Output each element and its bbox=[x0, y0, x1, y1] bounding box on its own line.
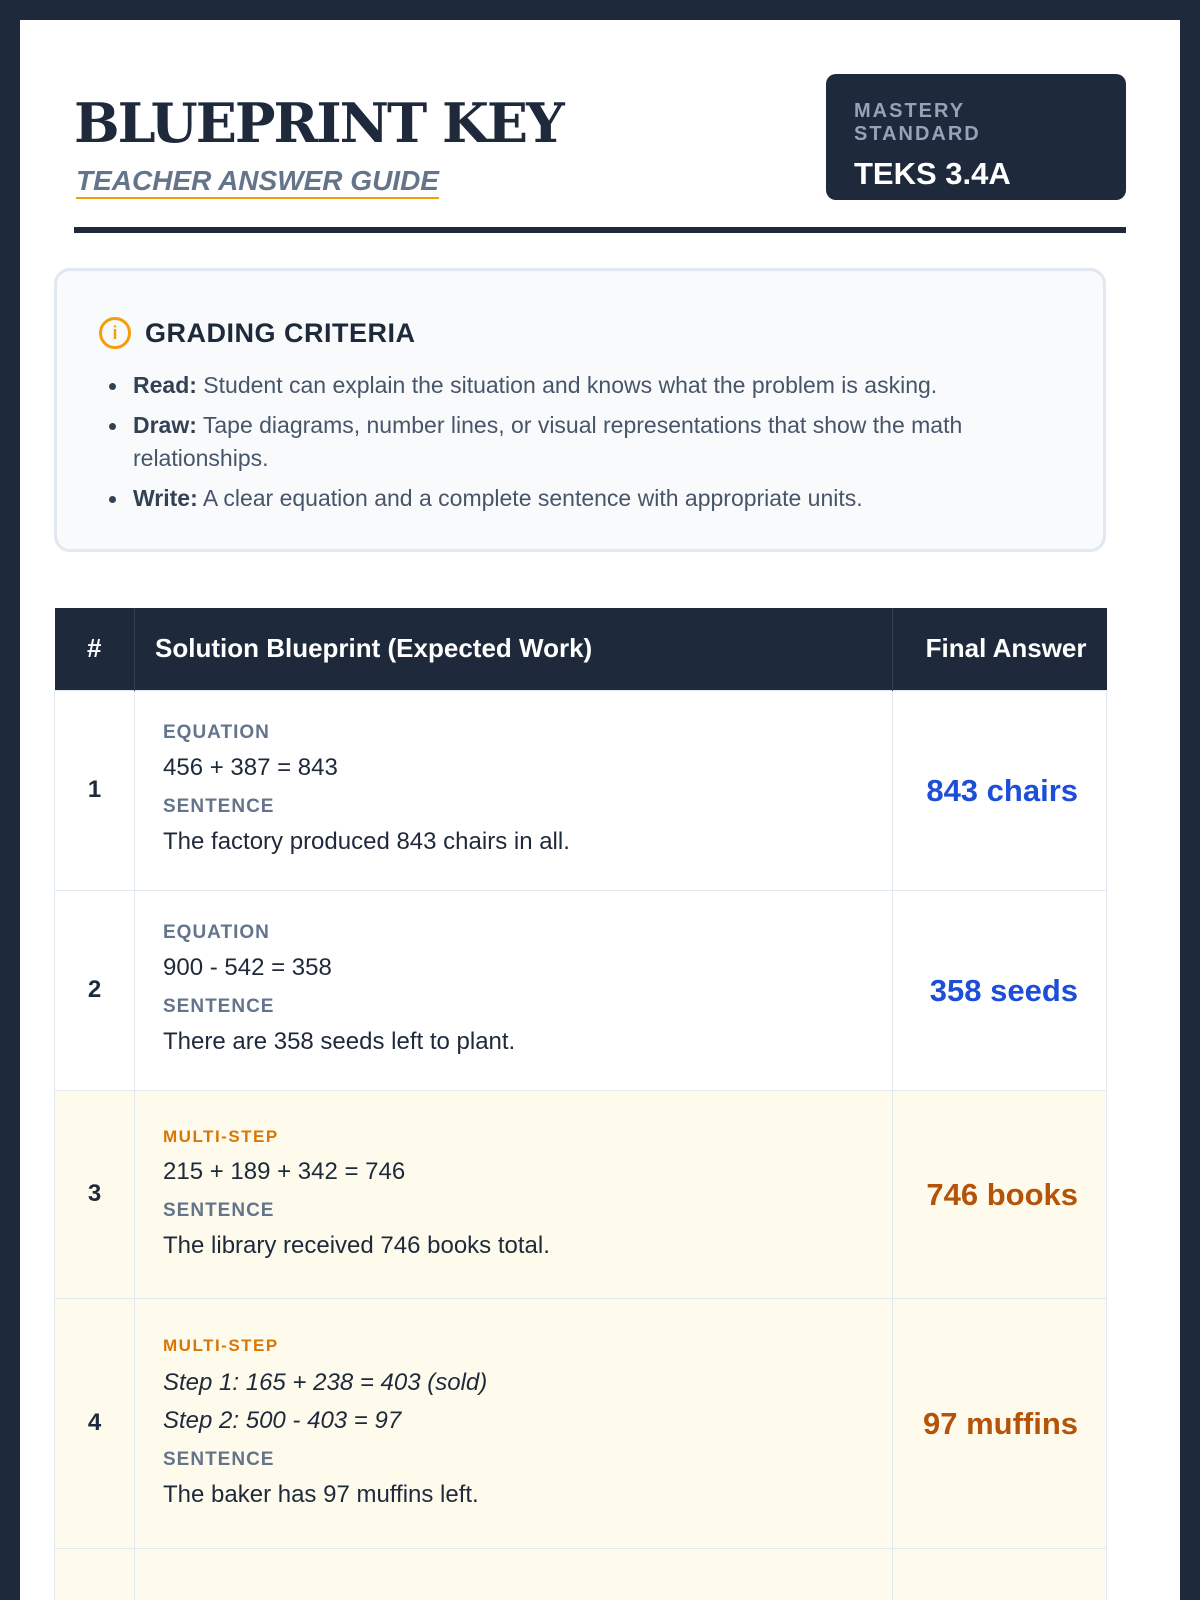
answer-sentence: The baker has 97 muffins left. bbox=[163, 1481, 479, 1508]
criteria-title: GRADING CRITERIA bbox=[145, 317, 416, 348]
page-subtitle: TEACHER ANSWER GUIDE bbox=[76, 166, 439, 199]
problem-number: 4 bbox=[55, 1298, 135, 1548]
badge-value: TEKS 3.4A bbox=[854, 156, 1011, 191]
multi-step-label: MULTI-STEP bbox=[163, 1127, 279, 1146]
sentence-label: SENTENCE bbox=[163, 1200, 275, 1221]
solution-cell bbox=[135, 1298, 893, 1548]
criteria-text: Student can explain the situation and knows what the problem is asking. bbox=[196, 372, 938, 398]
equation: 456 + 387 = 843 bbox=[163, 754, 338, 781]
equation-label: EQUATION bbox=[163, 722, 270, 743]
sentence-label: SENTENCE bbox=[163, 1449, 275, 1470]
criteria-item-read bbox=[133, 369, 1061, 402]
problem-number: 3 bbox=[55, 1090, 135, 1298]
answer-sentence: The factory produced 843 chairs in all. bbox=[163, 828, 570, 855]
table-header-row bbox=[55, 608, 1107, 690]
criteria-term: Write: bbox=[133, 485, 198, 511]
badge-label: MASTERY STANDARD bbox=[854, 100, 981, 145]
equation: 900 - 542 = 358 bbox=[163, 954, 332, 981]
column-header-number: # bbox=[55, 608, 135, 690]
answer-sentence: The library received 746 books total. bbox=[163, 1232, 550, 1259]
problem-number-cell bbox=[55, 1548, 135, 1600]
criteria-item-draw bbox=[133, 409, 1061, 475]
equation-label: EQUATION bbox=[163, 922, 270, 943]
table-row bbox=[55, 1090, 1107, 1298]
multi-step-label: MULTI-STEP bbox=[163, 1336, 279, 1355]
answer-sentence: There are 358 seeds left to plant. bbox=[163, 1028, 516, 1055]
info-icon: i bbox=[99, 317, 131, 349]
problem-number: 1 bbox=[55, 690, 135, 890]
sentence-label: SENTENCE bbox=[163, 996, 275, 1017]
criteria-text: Tape diagrams, number lines, or visual representations that show the math relationships. bbox=[133, 412, 963, 471]
page-title: BLUEPRINT KEY bbox=[74, 91, 563, 155]
final-answer: 746 books bbox=[893, 1090, 1107, 1298]
criteria-item-write bbox=[133, 482, 1061, 515]
table-row bbox=[55, 690, 1107, 890]
equation: 215 + 189 + 342 = 746 bbox=[163, 1158, 406, 1185]
table-row bbox=[55, 1298, 1107, 1548]
solution-cell bbox=[135, 690, 893, 890]
solution-table bbox=[54, 608, 1107, 1600]
grading-criteria-panel bbox=[54, 268, 1106, 552]
final-answer-cell bbox=[893, 1548, 1107, 1600]
criteria-list bbox=[99, 369, 1061, 515]
column-header-solution: Solution Blueprint (Expected Work) bbox=[135, 608, 893, 690]
table-row bbox=[55, 890, 1107, 1090]
solution-cell bbox=[135, 1090, 893, 1298]
criteria-heading bbox=[99, 313, 1061, 353]
step-2: Step 2: 500 - 403 = 97 bbox=[163, 1407, 402, 1434]
header-divider bbox=[74, 227, 1126, 233]
solution-cell bbox=[135, 1548, 893, 1600]
step-1: Step 1: 165 + 238 = 403 (sold) bbox=[163, 1369, 488, 1396]
solution-cell bbox=[135, 890, 893, 1090]
final-answer: 843 chairs bbox=[893, 690, 1107, 890]
problem-number: 2 bbox=[55, 890, 135, 1090]
mastery-standard-badge bbox=[826, 74, 1126, 200]
criteria-term: Read: bbox=[133, 372, 197, 398]
final-answer: 358 seeds bbox=[893, 890, 1107, 1090]
final-answer: 97 muffins bbox=[893, 1298, 1107, 1548]
column-header-answer: Final Answer bbox=[893, 608, 1107, 690]
sentence-label: SENTENCE bbox=[163, 796, 275, 817]
criteria-term: Draw: bbox=[133, 412, 197, 438]
steps bbox=[163, 1365, 864, 1439]
table-row-partial bbox=[55, 1548, 1107, 1600]
criteria-text: A clear equation and a complete sentence with appropriate units. bbox=[197, 485, 863, 511]
